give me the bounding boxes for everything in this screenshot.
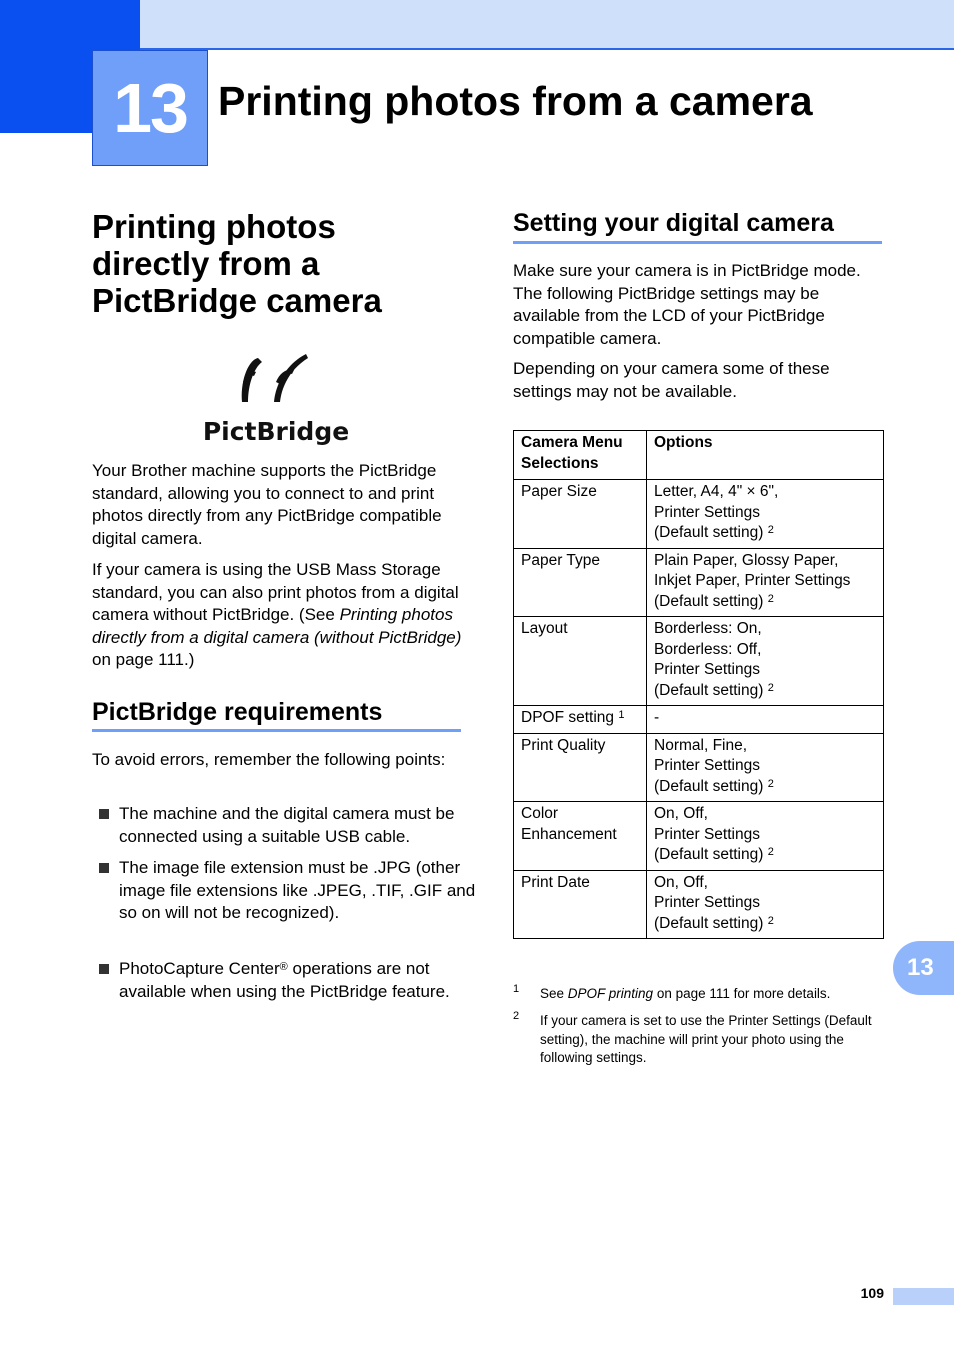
table-header-options: Options	[647, 431, 884, 480]
selection-text: DPOF setting	[521, 709, 615, 726]
bullet-square-icon	[99, 809, 109, 819]
option-line: Plain Paper, Glossy Paper,	[654, 551, 839, 569]
table-cell-selection	[514, 706, 647, 734]
option-line: Printer Settings	[654, 503, 760, 521]
option-line: (Default setting)	[654, 846, 764, 863]
requirements-heading: PictBridge requirements	[92, 697, 461, 732]
option-line: (Default setting)	[654, 681, 764, 699]
camera-settings-table	[513, 430, 884, 939]
table-cell-options	[647, 617, 884, 706]
page-number: 109	[860, 1285, 884, 1301]
setting-paragraph-1: Make sure your camera is in PictBridge mode. The following PictBridge settings may be available from the LCD of your PictBridge compatible camera.	[513, 261, 861, 348]
table-cell-options: -	[647, 706, 884, 734]
footnote-1	[513, 985, 873, 1004]
setting-heading: Setting your digital camera	[513, 208, 882, 244]
table-header-row	[514, 431, 884, 480]
footnote-marker: 2	[767, 681, 774, 694]
table-cell-selection: Layout	[514, 617, 647, 706]
requirement-item	[99, 958, 483, 1003]
option-line: Borderless: Off,	[654, 640, 762, 658]
footnote-marker: 2	[767, 777, 774, 790]
table-cell-selection: Print Date	[514, 870, 647, 939]
table-row	[514, 480, 884, 549]
requirement-text	[119, 959, 450, 1001]
footnote-number: 2	[513, 1010, 520, 1022]
intro-paragraph-2	[92, 559, 462, 672]
intro-paragraph-1: Your Brother machine supports the PictBridge standard, allowing you to connect to and print photos directly from any PictBridge compatible digital camera.	[92, 461, 442, 548]
header-band	[140, 0, 954, 50]
table-cell-selection: Print Quality	[514, 733, 647, 802]
footnote-text: If your camera is set to use the Printer Settings (Default setting), the machine will print your photo using the following settings.	[540, 1013, 872, 1065]
section-title: Printing photos directly from a PictBridge camera	[92, 208, 382, 319]
chapter-side-tab: 13	[893, 941, 954, 995]
requirement-text: The image file extension must be .JPG (other image file extensions like .JPEG, .TIF, .GIF and so on will not be recognized).	[119, 858, 476, 922]
table-header-selections: Camera Menu Selections	[514, 431, 647, 480]
footnote-2	[513, 1012, 873, 1068]
footnote-marker: 2	[767, 524, 774, 536]
bullet-square-icon	[99, 863, 109, 873]
option-line: (Default setting)	[654, 524, 764, 541]
table-cell-options	[647, 548, 884, 617]
chapter-title: Printing photos from a camera	[218, 78, 813, 124]
option-line: Borderless: On,	[654, 620, 762, 637]
table-cell-options	[647, 802, 884, 871]
footnote-marker: 1	[618, 709, 625, 721]
table-cell-selection: Paper Type	[514, 548, 647, 617]
option-line: Printer Settings	[654, 825, 760, 843]
requirements-intro: To avoid errors, remember the following points:	[92, 750, 446, 769]
intro-paragraph-2-text: If your camera is using the USB Mass Storage standard, you can also print photos from a digital camera without PictBridge. (See	[92, 560, 459, 624]
footnote-reference: DPOF printing	[567, 986, 654, 1001]
footnote-text	[540, 985, 873, 1004]
table-cell-options	[647, 870, 884, 939]
table-row	[514, 802, 884, 871]
option-line: Printer Settings	[654, 757, 760, 774]
footnote-text-end: on page 111 for more details.	[653, 986, 831, 1001]
cross-reference-link: Printing photos directly from a digital camera (without PictBridge)	[92, 605, 462, 647]
table-cell-selection: Paper Size	[514, 480, 647, 549]
requirement-text: The machine and the digital camera must be connected using a suitable USB cable.	[119, 804, 455, 846]
option-line: Letter, A4, 4" × 6",	[654, 483, 779, 500]
option-line: (Default setting)	[654, 777, 764, 795]
table-row	[514, 870, 884, 939]
setting-paragraph-2: Depending on your camera some of these settings may not be available.	[513, 359, 830, 401]
requirement-item	[99, 803, 483, 848]
table-row	[514, 617, 884, 706]
option-line: Inkjet Paper, Printer Settings	[654, 572, 851, 589]
footnote-marker: 2	[767, 846, 774, 858]
option-line: Printer Settings	[654, 894, 760, 911]
option-line: (Default setting)	[654, 914, 764, 932]
option-line: Printer Settings	[654, 661, 760, 678]
table-cell-options	[647, 733, 884, 802]
table-row	[514, 548, 884, 617]
bullet-square-icon	[99, 964, 109, 974]
requirement-item	[99, 857, 483, 925]
footnote-number: 1	[513, 983, 520, 995]
footer-bar	[893, 1288, 954, 1305]
option-line: On, Off,	[654, 805, 708, 822]
registered-mark: ®	[279, 961, 288, 973]
footnote-marker: 2	[767, 914, 774, 927]
option-line: (Default setting)	[654, 592, 764, 610]
requirement-text-end: operations are not available when using the PictBridge feature.	[119, 959, 450, 1001]
option-line: On, Off,	[654, 873, 708, 891]
pictbridge-logo-text: PictBridge	[202, 417, 350, 446]
intro-paragraph-2-page: on page 111.)	[92, 650, 195, 669]
footnote-marker: 2	[767, 592, 774, 605]
chapter-number-box: 13	[92, 50, 208, 166]
footnote-text-start: See	[540, 986, 568, 1001]
requirement-text-start: PhotoCapture Center	[119, 959, 280, 978]
table-row	[514, 733, 884, 802]
pictbridge-logo-mark	[202, 352, 350, 448]
option-line: Normal, Fine,	[654, 736, 748, 754]
table-cell-options	[647, 480, 884, 549]
table-row	[514, 706, 884, 734]
pictbridge-logo	[202, 352, 350, 448]
table-cell-selection: Color Enhancement	[514, 802, 647, 871]
